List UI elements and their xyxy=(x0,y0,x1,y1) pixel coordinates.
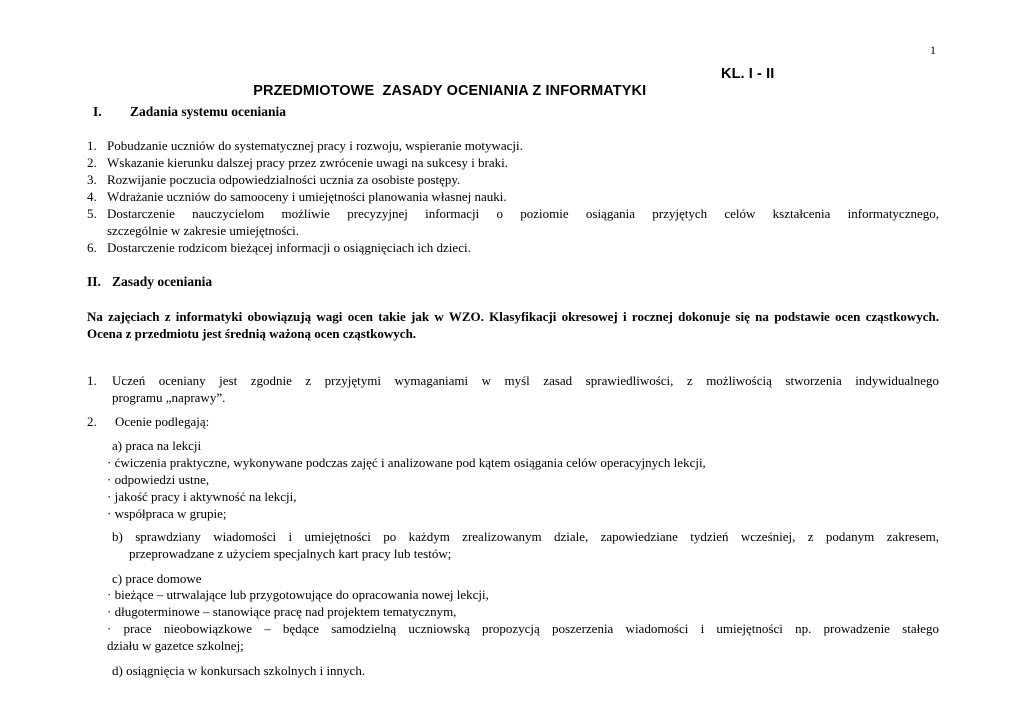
list-item: 3. Rozwijanie poczucia odpowiedzialności ucznia za osobiste postępy. xyxy=(87,172,461,187)
section-1-number: I. xyxy=(93,104,102,119)
title-classes: KL. I - II xyxy=(721,66,775,82)
section-2-heading xyxy=(87,273,213,290)
subsection-d: d) osiągnięcia w konkursach szkolnych i innych. xyxy=(112,663,366,678)
list-item: 4. Wdrażanie uczniów do samooceny i umiejętności planowania własnej nauki. xyxy=(87,189,507,204)
list-item: 6. Dostarczenie rodzicom bieżącej informacji o osiągnięciach ich dzieci. xyxy=(87,240,471,255)
list-item: · długoterminowe – stanowiące pracę nad projektem tematycznym, xyxy=(107,604,457,619)
list-item: · współpraca w grupie; xyxy=(107,506,227,521)
page-number: 1 xyxy=(930,43,936,57)
list-item: · ćwiczenia praktyczne, wykonywane podczas zajęć i analizowane pod kątem osiągania celów operacyjnych lekcji, xyxy=(107,455,706,470)
title-main: PRZEDMIOTOWE ZASADY OCENIANIA Z INFORMATYKI xyxy=(253,83,647,99)
section-2-number: II. xyxy=(87,274,101,289)
list-item: 1. Pobudzanie uczniów do systematycznej pracy i rozwoju, wspieranie motywacji. xyxy=(87,138,523,153)
list-item: 2. Wskazanie kierunku dalszej pracy przez zwrócenie uwagi na sukcesy i braki. xyxy=(87,155,509,170)
subsection-c-heading: c) prace domowe xyxy=(112,571,202,586)
subsection-b: b) sprawdziany wiadomości i umiejętności po każdym zrealizowanym dziale, zapowiedziane tydzień wcześniej, z podanym zakresem, przeprowadzane z użyciem specjalnych kart pracy lub testów; xyxy=(112,529,939,561)
list-item: · bieżące – utrwalające lub przygotowujące do opracowania nowej lekcji, xyxy=(107,587,489,602)
list-item: · jakość pracy i aktywność na lekcji, xyxy=(107,489,297,504)
list-item: 2. Ocenie podlegają: xyxy=(87,414,210,429)
list-item: 1. Uczeń oceniany jest zgodnie z przyjętymi wymaganiami w myśl zasad sprawiedliwości, z możliwością stworzenia indywidualnego programu „naprawy”. xyxy=(87,373,939,405)
list-item: · odpowiedzi ustne, xyxy=(107,472,210,487)
section-1-title: Zadania systemu oceniania xyxy=(130,104,287,119)
document-title xyxy=(245,66,775,117)
section-1-heading xyxy=(93,103,287,120)
subsection-a-heading: a) praca na lekcji xyxy=(112,438,202,453)
weights-note: Na zajęciach z informatyki obowiązują wagi ocen takie jak w WZO. Klasyfikacji okresowej i rocznej dokonuje się na podstawie ocen cząstkowych. Ocena z przedmiotu jest średnią ważoną ocen cząstkowych. xyxy=(87,309,939,341)
list-item: · prace nieobowiązkowe – będące samodzielną uczniowską propozycją poszerzenia wiadomości i umiejętności np. prowadzenie stałego xyxy=(107,621,939,636)
subsection-c-bullets: · bieżące – utrwalające lub przygotowujące do opracowania nowej lekcji, · długoterminowe – stanowiące pracę nad projektem tematycznym, · prace nieobowiązkowe – będące samodzielną uczniowską propozycją poszerzenia wiadomości i umiejętności np. prowadzenie stałego działu w gazetce szkolnej; xyxy=(107,587,939,653)
section-2-title: Zasady oceniania xyxy=(112,274,213,289)
subsection-a-bullets xyxy=(107,454,939,522)
list-item: 5. Dostarczenie nauczycielom możliwie precyzyjnej informacji o poziomie osiągania przyjętych celów kształcenia informatycznego, szczególnie w zakresie umiejętności. xyxy=(87,206,939,238)
